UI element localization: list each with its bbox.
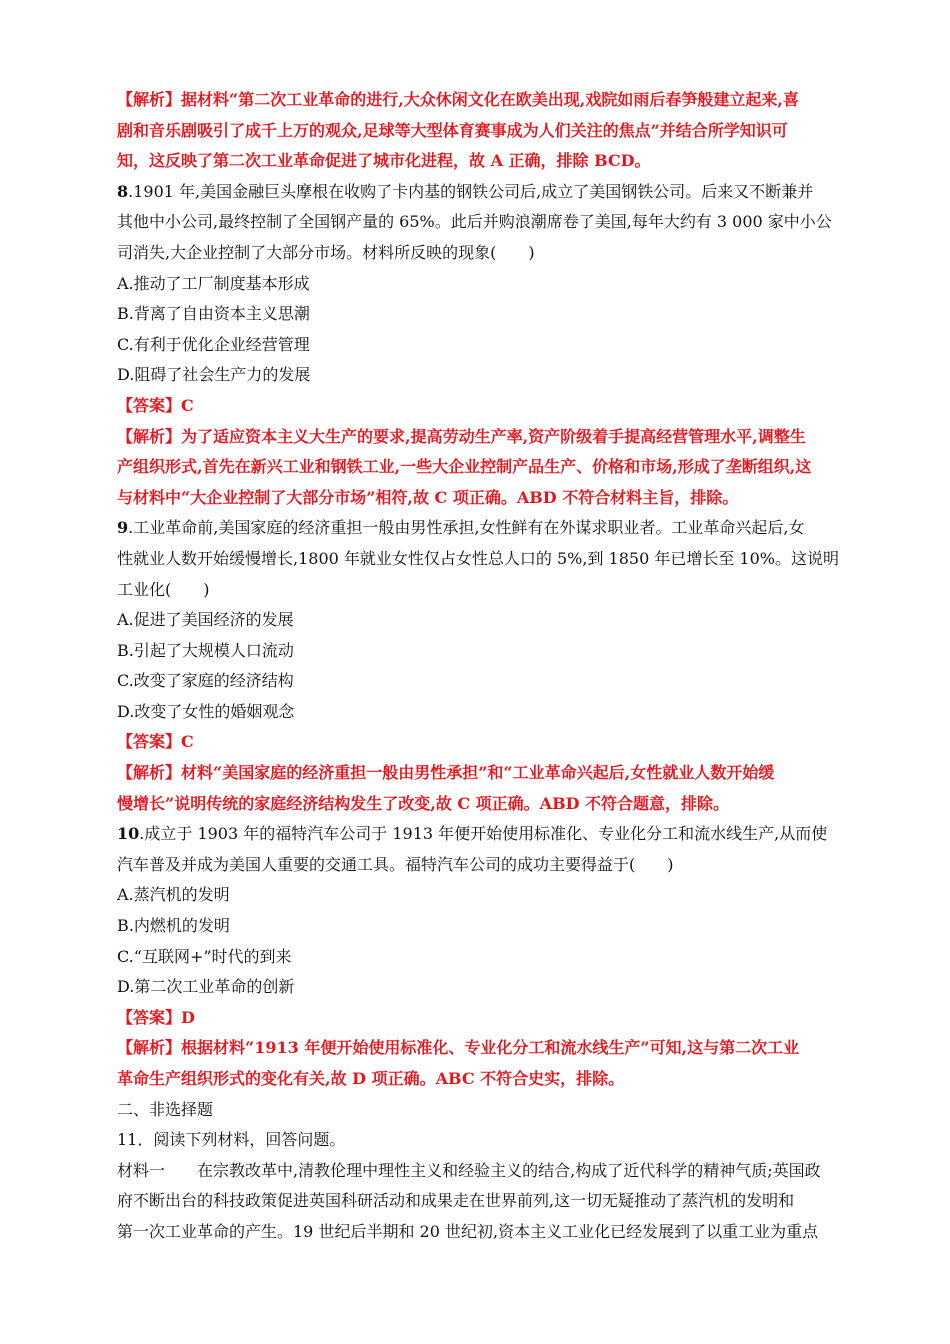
question-number: 9 [117,518,129,538]
analysis-line: 慢增长”说明传统的家庭经济结构发生了改变,故 C 项正确。ABD 不符合题意，排除。 [117,793,730,813]
analysis-line: 与材料中“大企业控制了大部分市场”相符,故 C 项正确。ABD 不符合材料主旨，排除。 [117,487,739,507]
answer-line: 【答案】C [117,395,194,415]
question-stem: 工业化( ) [117,579,210,599]
question-stem: 其他中小公司,最终控制了全国钢产量的 65%。此后并购浪潮席卷了美国,每年大约有 3 000 家中小公 [117,212,832,232]
option-a: A.蒸汽机的发明 [117,885,230,905]
material-label: 材料一 [117,1160,166,1180]
option-b: B.引起了大规模人口流动 [117,640,294,660]
answer-line: 【答案】C [117,732,194,752]
option-d: D.改变了女性的婚姻观念 [117,701,295,721]
material-line: 府不断出台的科技政策促进英国科研活动和成果走在世界前列,这一切无疑推动了蒸汽机的发明和 [117,1191,795,1211]
analysis-line: 【解析】材料“美国家庭的经济重担一般由男性承担”和“工业革命兴起后,女性就业人数开始缓 [117,763,775,783]
option-b: B.背离了自由资本主义思潮 [117,304,310,324]
analysis-line: 革命生产组织形式的变化有关,故 D 项正确。ABC 不符合史实，排除。 [117,1069,625,1088]
analysis-line: 【解析】为了适应资本主义大生产的要求,提高劳动生产率,资产阶级着手提高经营管理水平,调整生 [117,426,806,446]
question-stem: 10.成立于 1903 年的福特汽车公司于 1913 年便开始使用标准化、专业化分工和流水线生产,从而使 [117,824,828,844]
option-b: B.内燃机的发明 [117,916,230,936]
option-a: A.推动了工厂制度基本形成 [117,273,310,293]
option-c: C.有利于优化企业经营管理 [117,334,310,354]
analysis-line: 知，这反映了第二次工业革命促进了城市化进程，故 A 正确，排除 BCD。 [117,151,651,171]
section-title: 二、非选择题 [117,1099,214,1119]
question-stem: 8.1901 年,美国金融巨头摩根在收购了卡内基的钢铁公司后,成立了美国钢铁公司。后来又不断兼并 [117,181,814,201]
question-number: 8 [117,181,129,201]
analysis-line: 产组织形式,首先在新兴工业和钢铁工业,一些大企业控制产品生产、价格和市场,形成了垄断组织,这 [117,457,812,477]
analysis-line: 【解析】据材料“第二次工业革命的进行,大众休闲文化在欧美出现,戏院如雨后春笋般建立起来,喜 [117,90,799,109]
analysis-tag: 【解析】 [117,90,182,109]
question-stem: 汽车普及并成为美国人重要的交通工具。福特汽车公司的成功主要得益于( ) [117,854,674,874]
analysis-line: 【解析】根据材料“1913 年便开始使用标准化、专业化分工和流水线生产”可知,这与第二次工业 [117,1038,800,1058]
question-stem: 9.工业革命前,美国家庭的经济重担一般由男性承担,女性鲜有在外谋求职业者。工业革命兴起后,女 [117,518,805,538]
option-d: D.阻碍了社会生产力的发展 [117,365,311,385]
question-stem: 性就业人数开始缓慢增长,1800 年就业女性仅占女性总人口的 5%,到 1850 年已增长至 10%。这说明 [117,548,839,568]
answer-value: C [181,732,194,752]
option-c: C.改变了家庭的经济结构 [117,671,294,691]
answer-value: C [181,395,194,415]
question-stem: 11．阅读下列材料，回答问题。 [117,1130,346,1150]
document-page [117,85,837,1248]
material-line: 第一次工业革命的产生。19 世纪后半期和 20 世纪初,资本主义工业化已经发展到了以重工业为重点 [117,1221,819,1241]
option-d: D.第二次工业革命的创新 [117,977,295,997]
option-c: C.“互联网+”时代的到来 [117,946,292,966]
answer-line: 【答案】D [117,1007,195,1027]
question-stem: 司消失,大企业控制了大部分市场。材料所反映的现象( ) [117,242,535,262]
question-number: 10 [117,824,140,844]
option-a: A.促进了美国经济的发展 [117,610,294,630]
answer-value: D [181,1007,195,1027]
analysis-line: 剧和音乐剧吸引了成千上万的观众,足球等大型体育赛事成为人们关注的焦点”并结合所学知识可 [117,120,788,140]
material-line: 材料一 在宗教改革中,清教伦理中理性主义和经验主义的结合,构成了近代科学的精神气质;英国政 [117,1160,821,1180]
